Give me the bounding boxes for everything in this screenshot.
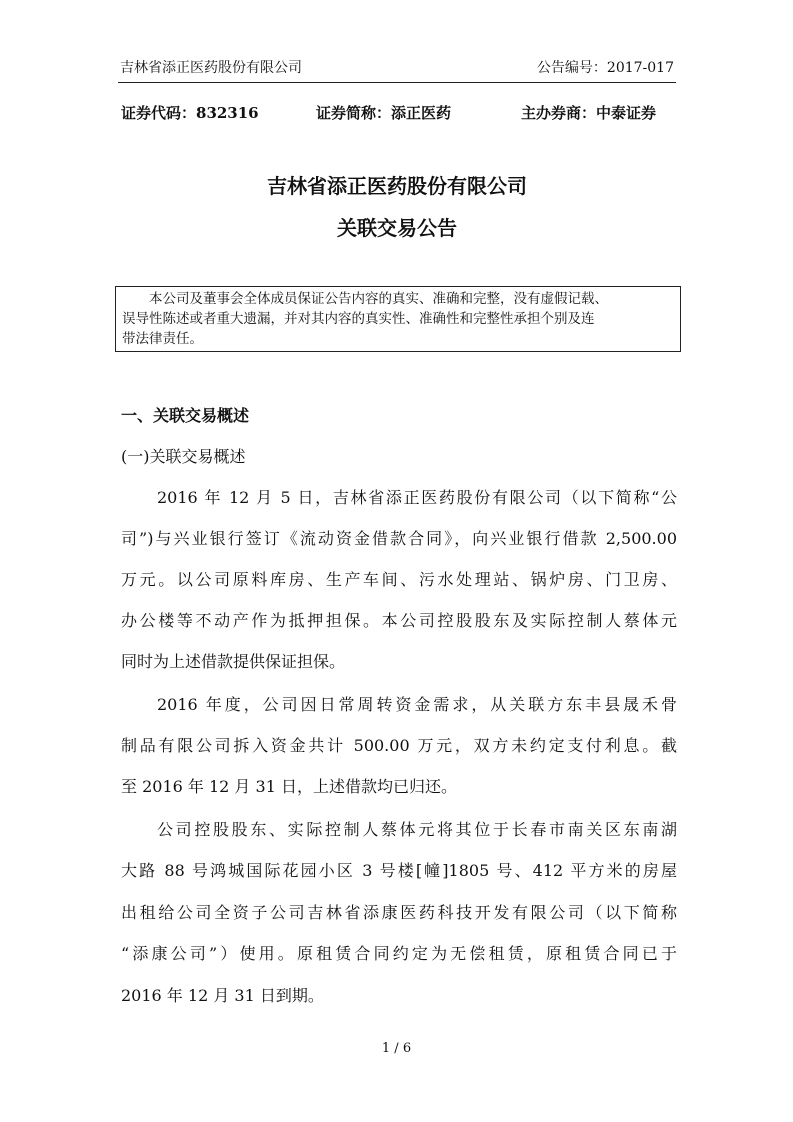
subsection-heading: (一)关联交易概述: [121, 447, 246, 466]
sponsor-broker: 主办券商：中泰证券: [521, 104, 657, 122]
paragraph-line: 同时为上述借款提供保证担保。: [121, 652, 346, 671]
paragraph-line: 2016 年度，公司因日常周转资金需求，从关联方东丰县晟禾骨: [157, 695, 677, 714]
paragraph-line: 2016 年 12 月 31 日到期。: [121, 986, 324, 1005]
paragraph-line: 公司控股股东、实际控制人蔡体元将其位于长春市南关区东南湖: [157, 820, 677, 839]
paragraph-line: 万元。以公司原料库房、生产车间、污水处理站、锅炉房、门卫房、: [121, 570, 677, 589]
paragraph-line: 办公楼等不动产作为抵押担保。本公司控股股东及实际控制人蔡体元: [121, 611, 677, 630]
securities-abbreviation: 证券简称：添正医药: [316, 104, 452, 122]
header-company-name: 吉林省添正医药股份有限公司: [120, 60, 302, 76]
document-title-company: 吉林省添正医药股份有限公司: [267, 174, 527, 198]
page-number: 1 / 6: [381, 1041, 412, 1056]
header-announcement-number: 公告编号：2017-017: [536, 60, 674, 76]
running-header: [118, 57, 676, 79]
securities-code: 证券代码：832316: [121, 104, 259, 122]
section-heading: 一、关联交易概述: [121, 406, 250, 425]
disclaimer-line: 带法律责任。: [122, 331, 203, 347]
paragraph-line: “添康公司”）使用。原租赁合同约定为无偿租赁，原租赁合同已于: [121, 944, 677, 963]
paragraph-line: 司”)与兴业银行签订《流动资金借款合同》，向兴业银行借款 2,500.00: [121, 529, 677, 548]
document-title-subject: 关联交易公告: [337, 216, 457, 240]
disclaimer-line: 误导性陈述或者重大遗漏，并对其内容的真实性、准确性和完整性承担个别及连: [122, 311, 595, 327]
paragraph-line: 2016 年 12 月 5 日，吉林省添正医药股份有限公司（以下简称“公: [157, 488, 677, 507]
disclaimer-box: [115, 286, 681, 352]
disclaimer-line: 本公司及董事会全体成员保证公告内容的真实、准确和完整，没有虚假记载、: [122, 291, 608, 307]
paragraph-line: 出租给公司全资子公司吉林省添康医药科技开发有限公司（以下简称: [121, 903, 677, 922]
paragraph-line: 制品有限公司拆入资金共计 500.00 万元，双方未约定支付利息。截: [121, 736, 677, 755]
paragraph-line: 至 2016 年 12 月 31 日，上述借款均已归还。: [121, 777, 457, 796]
paragraph-line: 大路 88 号鸿城国际花园小区 3 号楼[幢]1805 号、412 平方米的房屋: [121, 861, 677, 880]
header-divider: [118, 82, 676, 83]
